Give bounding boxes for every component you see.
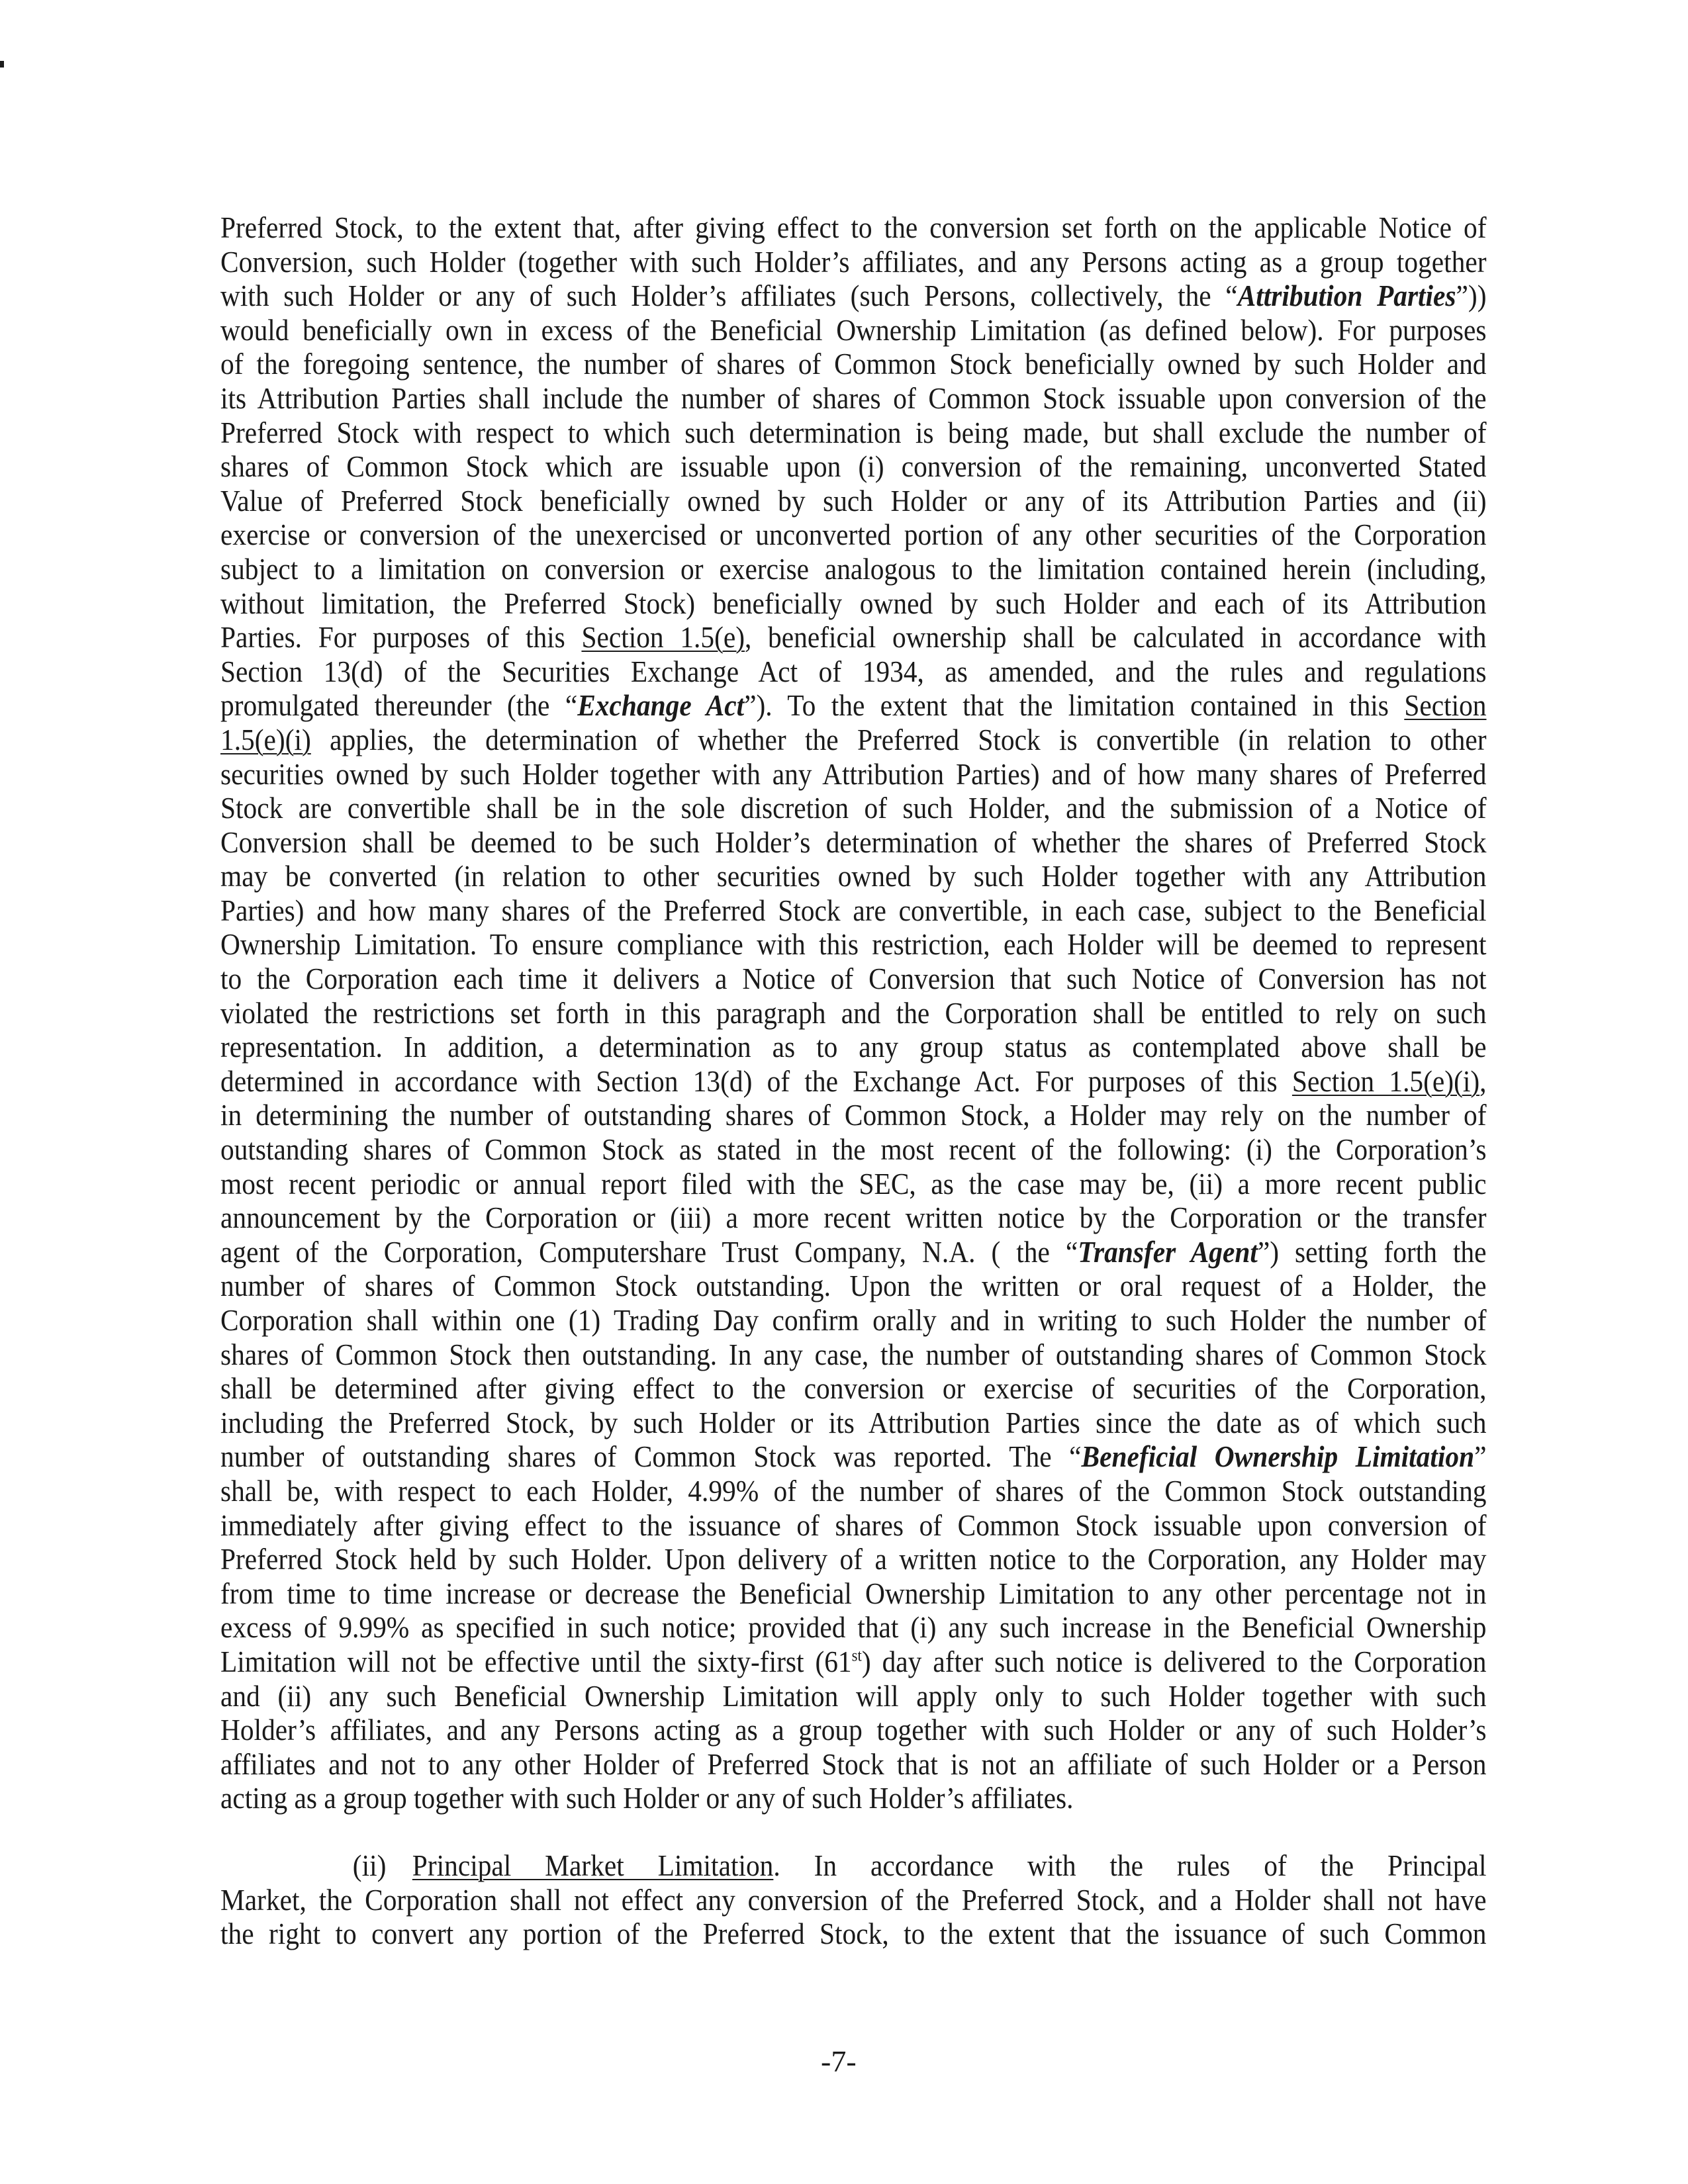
text-line: from time to time increase or decrease the Beneficial Ownership Limitation to any other percentage not in xyxy=(220,1576,1487,1610)
text-line: affiliates and not to any other Holder of Preferred Stock that is not an affiliate of such Holder or a Person xyxy=(220,1747,1487,1781)
text-line: immediately after giving effect to the issuance of shares of Common Stock issuable upon conversion of xyxy=(220,1508,1487,1542)
text-run: ) day after such notice is delivered to the Corporation xyxy=(861,1644,1487,1678)
section-reference: 1.5(e)(i) xyxy=(220,722,311,756)
text-line: Value of Preferred Stock beneficially owned by such Holder or any of its Attribution Parties and (ii) xyxy=(220,483,1487,518)
text-line: announcement by the Corporation or (iii) a more recent written notice by the Corporation or the transfer xyxy=(220,1201,1487,1235)
heading-period: . xyxy=(773,1848,780,1882)
text-line: its Attribution Parties shall include the number of shares of Common Stock issuable upon conversion of the xyxy=(220,381,1487,415)
text-run: Parties. For purposes of this xyxy=(220,620,582,655)
text-run: In accordance with the rules of the Principal xyxy=(814,1848,1487,1882)
text-line: Holder’s affiliates, and any Persons acting as a group together with such Holder or any of such Holder’s xyxy=(220,1713,1487,1747)
text-line: the right to convert any portion of the Preferred Stock, to the extent that the issuance of such Common xyxy=(220,1917,1487,1951)
text-line: subject to a limitation on conversion or exercise analogous to the limitation contained herein (including, xyxy=(220,551,1487,586)
text-line: outstanding shares of Common Stock as stated in the most recent of the following: (i) the Corporation’s xyxy=(220,1132,1487,1167)
page-number: -7- xyxy=(821,2044,857,2078)
text-line: most recent periodic or annual report filed with the SEC, as the case may be, (ii) a more recent public xyxy=(220,1166,1487,1201)
text-run: agent of the Corporation, Computershare Trust Company, N.A. ( the “ xyxy=(220,1234,1078,1269)
text-run: promulgated thereunder (the “ xyxy=(220,688,578,723)
text-line: would beneficially own in excess of the Beneficial Ownership Limitation (as defined below). For purposes xyxy=(220,312,1487,347)
defined-term-attribution-parties: Attribution Parties xyxy=(1237,279,1456,313)
text-line: to the Corporation each time it delivers a Notice of Conversion that such Notice of Conversion has not xyxy=(220,962,1487,996)
text-line: securities owned by such Holder together with any Attribution Parties) and of how many shares of Preferred xyxy=(220,756,1487,791)
section-reference: Section 1.5(e) xyxy=(581,620,745,655)
text-line: Ownership Limitation. To ensure compliance with this restriction, each Holder will be deemed to represent xyxy=(220,927,1487,962)
text-line: and (ii) any such Beneficial Ownership Limitation will apply only to such Holder together with such xyxy=(220,1678,1487,1713)
text-line: Market, the Corporation shall not effect any conversion of the Preferred Stock, and a Holder shall not have xyxy=(220,1882,1487,1917)
text-line xyxy=(220,279,1487,313)
text-line: including the Preferred Stock, by such Holder or its Attribution Parties since the date as of which such xyxy=(220,1405,1487,1439)
text-line: violated the restrictions set forth in this paragraph and the Corporation shall be entitled to rely on such xyxy=(220,995,1487,1030)
text-line: Stock are convertible shall be in the sole discretion of such Holder, and the submission of a Notice of xyxy=(220,791,1487,825)
text-line: without limitation, the Preferred Stock) beneficially owned by such Holder and each of its Attribution xyxy=(220,586,1487,620)
text-line: shares of Common Stock then outstanding. In any case, the number of outstanding shares of Common Stock xyxy=(220,1337,1487,1371)
document-body xyxy=(220,210,1487,1951)
text-line: number of shares of Common Stock outstanding. Upon the written or oral request of a Holder, the xyxy=(220,1269,1487,1303)
defined-term-transfer-agent: Transfer Agent xyxy=(1078,1234,1258,1269)
text-line: in determining the number of outstanding shares of Common Stock, a Holder may rely on the number of xyxy=(220,1098,1487,1132)
text-line xyxy=(220,1439,1487,1474)
text-line xyxy=(220,620,1487,655)
text-line: Corporation shall within one (1) Trading Day confirm orally and in writing to such Holder the number of xyxy=(220,1303,1487,1337)
text-run: ” xyxy=(1474,1439,1487,1474)
text-line: Preferred Stock, to the extent that, after giving effect to the conversion set forth on the applicable Notice of xyxy=(220,210,1487,244)
subsection-number: (ii) xyxy=(352,1848,387,1882)
text-run: with such Holder or any of such Holder’s affiliates (such Persons, collectively, the “ xyxy=(220,279,1238,313)
text-line xyxy=(220,1235,1487,1269)
text-line: excess of 9.99% as specified in such notice; provided that (i) any such increase in the Beneficial Ownership xyxy=(220,1610,1487,1645)
text-run: , beneficial ownership shall be calculated in accordance with xyxy=(745,620,1487,655)
text-run: ”)) xyxy=(1456,279,1487,313)
subsection-heading-line xyxy=(220,1848,1487,1883)
text-line: Conversion shall be deemed to be such Holder’s determination of whether the shares of Preferred Stock xyxy=(220,825,1487,859)
text-line xyxy=(220,688,1487,723)
text-run: Limitation will not be effective until the sixty-first (61 xyxy=(220,1644,852,1678)
paragraph-gap xyxy=(220,1815,1487,1848)
text-line: exercise or conversion of the unexercised or unconverted portion of any other securities of the Corporation xyxy=(220,518,1487,552)
scan-artifact-mark xyxy=(0,61,4,68)
text-line: representation. In addition, a determination as to any group status as contemplated above shall be xyxy=(220,1030,1487,1064)
text-line: Parties) and how many shares of the Preferred Stock are convertible, in each case, subject to the Beneficial xyxy=(220,893,1487,927)
text-run: number of outstanding shares of Common Stock was reported. The “ xyxy=(220,1439,1082,1474)
ordinal-suffix: st xyxy=(851,1646,862,1665)
text-line: Section 13(d) of the Securities Exchange Act of 1934, as amended, and the rules and regulations xyxy=(220,654,1487,688)
text-line: Preferred Stock held by such Holder. Upon delivery of a written notice to the Corporation, any Holder may xyxy=(220,1542,1487,1576)
text-line: shall be, with respect to each Holder, 4.99% of the number of shares of the Common Stock outstanding xyxy=(220,1473,1487,1508)
text-line: acting as a group together with such Holder or any of such Holder’s affiliates. xyxy=(220,1781,1074,1815)
text-line: may be converted (in relation to other securities owned by such Holder together with any Attribution xyxy=(220,859,1487,893)
text-run: applies, the determination of whether the Preferred Stock is convertible (in relation to other xyxy=(310,722,1487,756)
section-reference: Section xyxy=(1404,688,1487,723)
text-run: determined in accordance with Section 13(d) of the Exchange Act. For purposes of this xyxy=(220,1064,1292,1098)
text-line: shall be determined after giving effect to the conversion or exercise of securities of the Corporation, xyxy=(220,1371,1487,1406)
text-line: of the foregoing sentence, the number of shares of Common Stock beneficially owned by such Holder and xyxy=(220,347,1487,381)
subsection-heading: Principal Market Limitation xyxy=(412,1848,774,1882)
text-run: ”) setting forth the xyxy=(1257,1234,1487,1269)
text-line: Conversion, such Holder (together with such Holder’s affiliates, and any Persons acting as a group together xyxy=(220,244,1487,279)
text-line xyxy=(220,1064,1487,1099)
text-run: , xyxy=(1479,1064,1487,1098)
text-run: ”). To the extent that the limitation contained in this xyxy=(744,688,1405,723)
text-line xyxy=(220,723,1487,757)
text-line: Preferred Stock with respect to which such determination is being made, but shall exclude the number of xyxy=(220,415,1487,449)
section-reference: Section 1.5(e)(i) xyxy=(1291,1064,1480,1098)
defined-term-exchange-act: Exchange Act xyxy=(577,688,745,723)
text-line xyxy=(220,1645,1487,1679)
text-line: shares of Common Stock which are issuable upon (i) conversion of the remaining, unconverted Stated xyxy=(220,449,1487,484)
defined-term-beneficial-ownership-limitation: Beneficial Ownership Limitation xyxy=(1081,1439,1475,1474)
